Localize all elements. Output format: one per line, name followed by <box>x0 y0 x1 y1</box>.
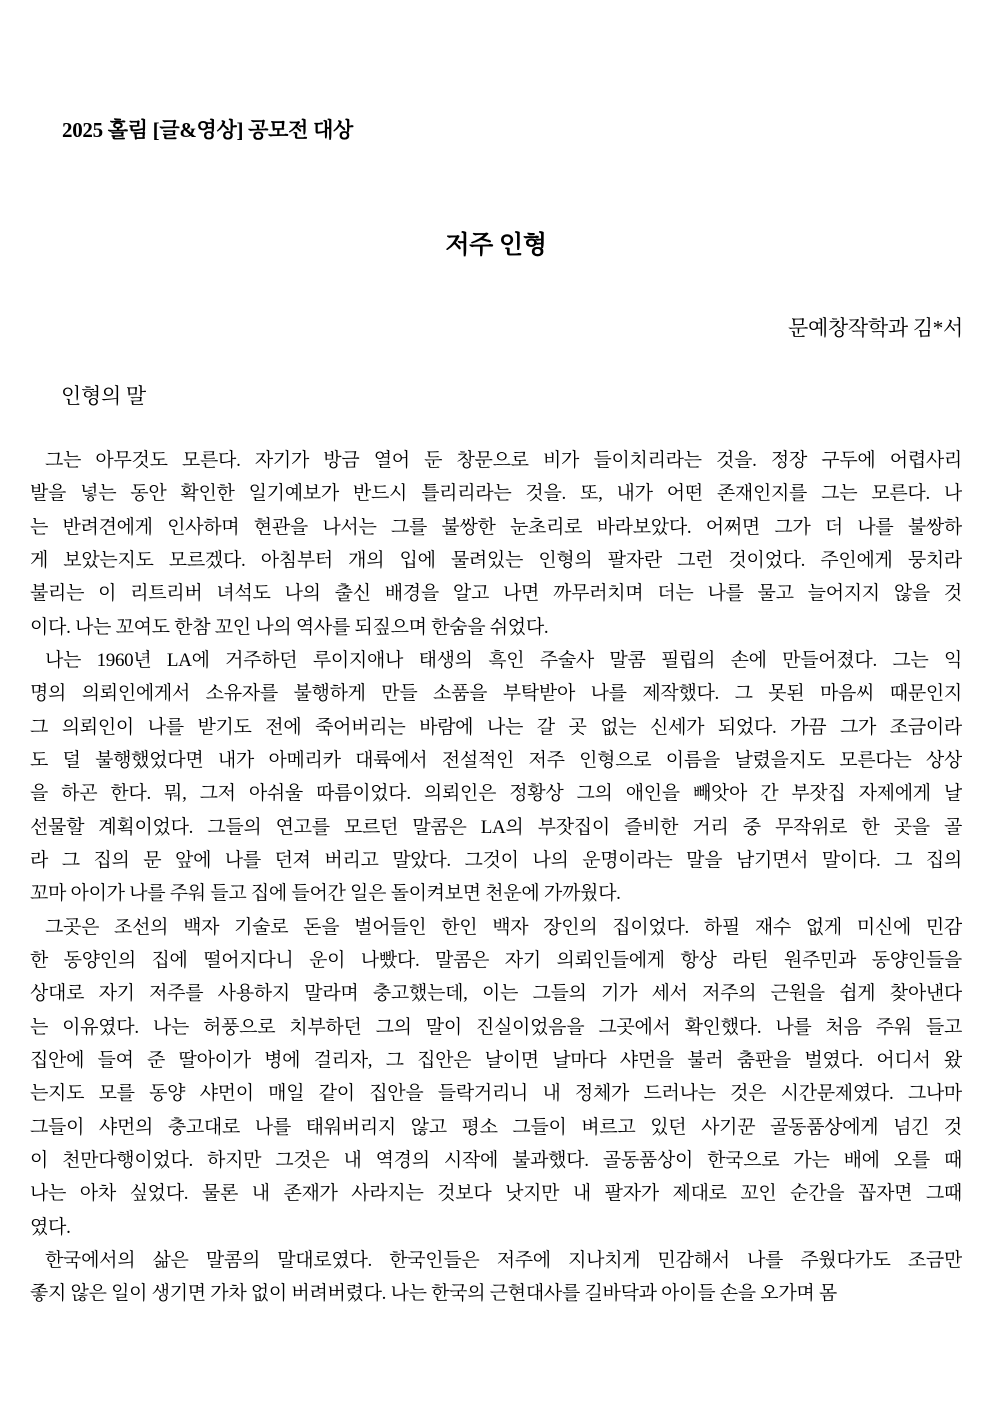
text-line: 집안에 들여 준 딸아이가 병에 걸리자, 그 집안은 날이면 날마다 샤먼을 불러 춤판을 벌였다. 어디서 왔 <box>30 1049 962 1071</box>
text-line: 불리는 이 리트리버 녀석도 나의 출신 배경을 알고 나면 까무러치며 더는 나를 물고 늘어지지 않을 것 <box>30 583 962 605</box>
paragraph <box>30 444 962 644</box>
text-line: 이 천만다행이었다. 하지만 그것은 내 역경의 시작에 불과했다. 골동품상이 한국으로 가는 배에 오를 때 <box>30 1149 962 1171</box>
text-line: 한 동양인의 집에 떨어지다니 운이 나빴다. 말콤은 자기 의뢰인들에게 항상 라틴 원주민과 동양인들을 <box>30 949 962 971</box>
text-line: 이다. 나는 꼬여도 한참 꼬인 나의 역사를 되짚으며 한숨을 쉬었다. <box>30 616 549 638</box>
text-line: 그는 아무것도 모른다. 자기가 방금 열어 둔 창문으로 비가 들이치리라는 것을. 정장 구두에 어렵사리 <box>45 450 962 471</box>
text-line: 을 하곤 한다. 뭐, 그저 아쉬울 따름이었다. 의뢰인은 정황상 그의 애인을 빼앗아 간 부잣집 자제에게 날 <box>30 783 962 805</box>
text-line: 발을 넣는 동안 확인한 일기예보가 반드시 틀리리라는 것을. 또, 내가 어떤 존재인지를 그는 모른다. 나 <box>30 483 962 505</box>
document-body <box>30 444 962 1311</box>
author-line: 문예창작학과 김*서 <box>787 316 963 340</box>
text-line: 는지도 모를 동양 샤먼이 매일 같이 집안을 들락거리니 내 정체가 드러나는 것은 시간문제였다. 그나마 <box>30 1083 962 1105</box>
text-line: 그 의뢰인이 나를 받기도 전에 죽어버리는 바람에 나는 갈 곳 없는 신세가 되었다. 가끔 그가 조금이라 <box>30 716 962 738</box>
text-line: 도 덜 불행했었다면 내가 아메리카 대륙에서 전설적인 저주 인형으로 이름을 날렸을지도 모른다는 상상 <box>30 749 962 771</box>
text-line: 상대로 자기 저주를 사용하지 말라며 충고했는데, 이는 그들의 기가 세서 저주의 근원을 쉽게 찾아낸다 <box>30 983 962 1005</box>
section-heading: 인형의 말 <box>61 384 146 408</box>
text-line: 는 반려견에게 인사하며 현관을 나서는 그를 불쌍한 눈초리로 바라보았다. 어쩌면 그가 더 나를 불쌍하 <box>30 516 962 538</box>
contest-header: 2025 홀림 [글&영상] 공모전 대상 <box>62 118 354 142</box>
text-line: 그들이 샤먼의 충고대로 나를 태워버리지 않고 평소 그들이 벼르고 있던 사기꾼 골동품상에게 넘긴 것 <box>30 1116 962 1138</box>
text-line: 였다. <box>30 1216 71 1238</box>
text-line: 나는 1960년 LA에 거주하던 루이지애나 태생의 흑인 주술사 말콤 필립의 손에 만들어졌다. 그는 익 <box>45 649 962 671</box>
text-line: 선물할 계획이었다. 그들의 연고를 모르던 말콤은 LA의 부잣집이 즐비한 거리 중 무작위로 한 곳을 골 <box>30 816 962 838</box>
text-line: 명의 의뢰인에게서 소유자를 불행하게 만들 소품을 부탁받아 나를 제작했다. 그 못된 마음씨 때문인지 <box>30 683 962 705</box>
text-line: 꼬마 아이가 나를 주워 들고 집에 들어간 일은 돌이켜보면 천운에 가까웠다. <box>30 883 621 905</box>
text-line: 라 그 집의 문 앞에 나를 던져 버리고 말았다. 그것이 나의 운명이라는 말을 남기면서 말이다. 그 집의 <box>30 849 962 871</box>
paragraph <box>30 644 962 911</box>
text-line: 그곳은 조선의 백자 기술로 돈을 벌어들인 한인 백자 장인의 집이었다. 하필 재수 없게 미신에 민감 <box>45 916 962 938</box>
text-line: 나는 아차 싶었다. 물론 내 존재가 사라지는 것보다 낫지만 내 팔자가 제대로 꼬인 순간을 꼽자면 그때 <box>30 1183 962 1205</box>
text-line: 는 이유였다. 나는 허풍으로 치부하던 그의 말이 진실이었음을 그곳에서 확인했다. 나를 처음 주워 들고 <box>30 1016 962 1038</box>
document-title: 저주 인형 <box>445 231 547 259</box>
text-line: 좋지 않은 일이 생기면 가차 없이 버려버렸다. 나는 한국의 근현대사를 길바닥과 아이들 손을 오가며 몸 <box>30 1283 837 1305</box>
paragraph <box>30 1244 962 1311</box>
text-line: 게 보았는지도 모르겠다. 아침부터 개의 입에 물려있는 인형의 팔자란 그런 것이었다. 주인에게 뭉치라 <box>30 549 962 571</box>
text-line: 한국에서의 삶은 말콤의 말대로였다. 한국인들은 저주에 지나치게 민감해서 나를 주웠다가도 조금만 <box>45 1249 962 1271</box>
paragraph <box>30 911 962 1244</box>
